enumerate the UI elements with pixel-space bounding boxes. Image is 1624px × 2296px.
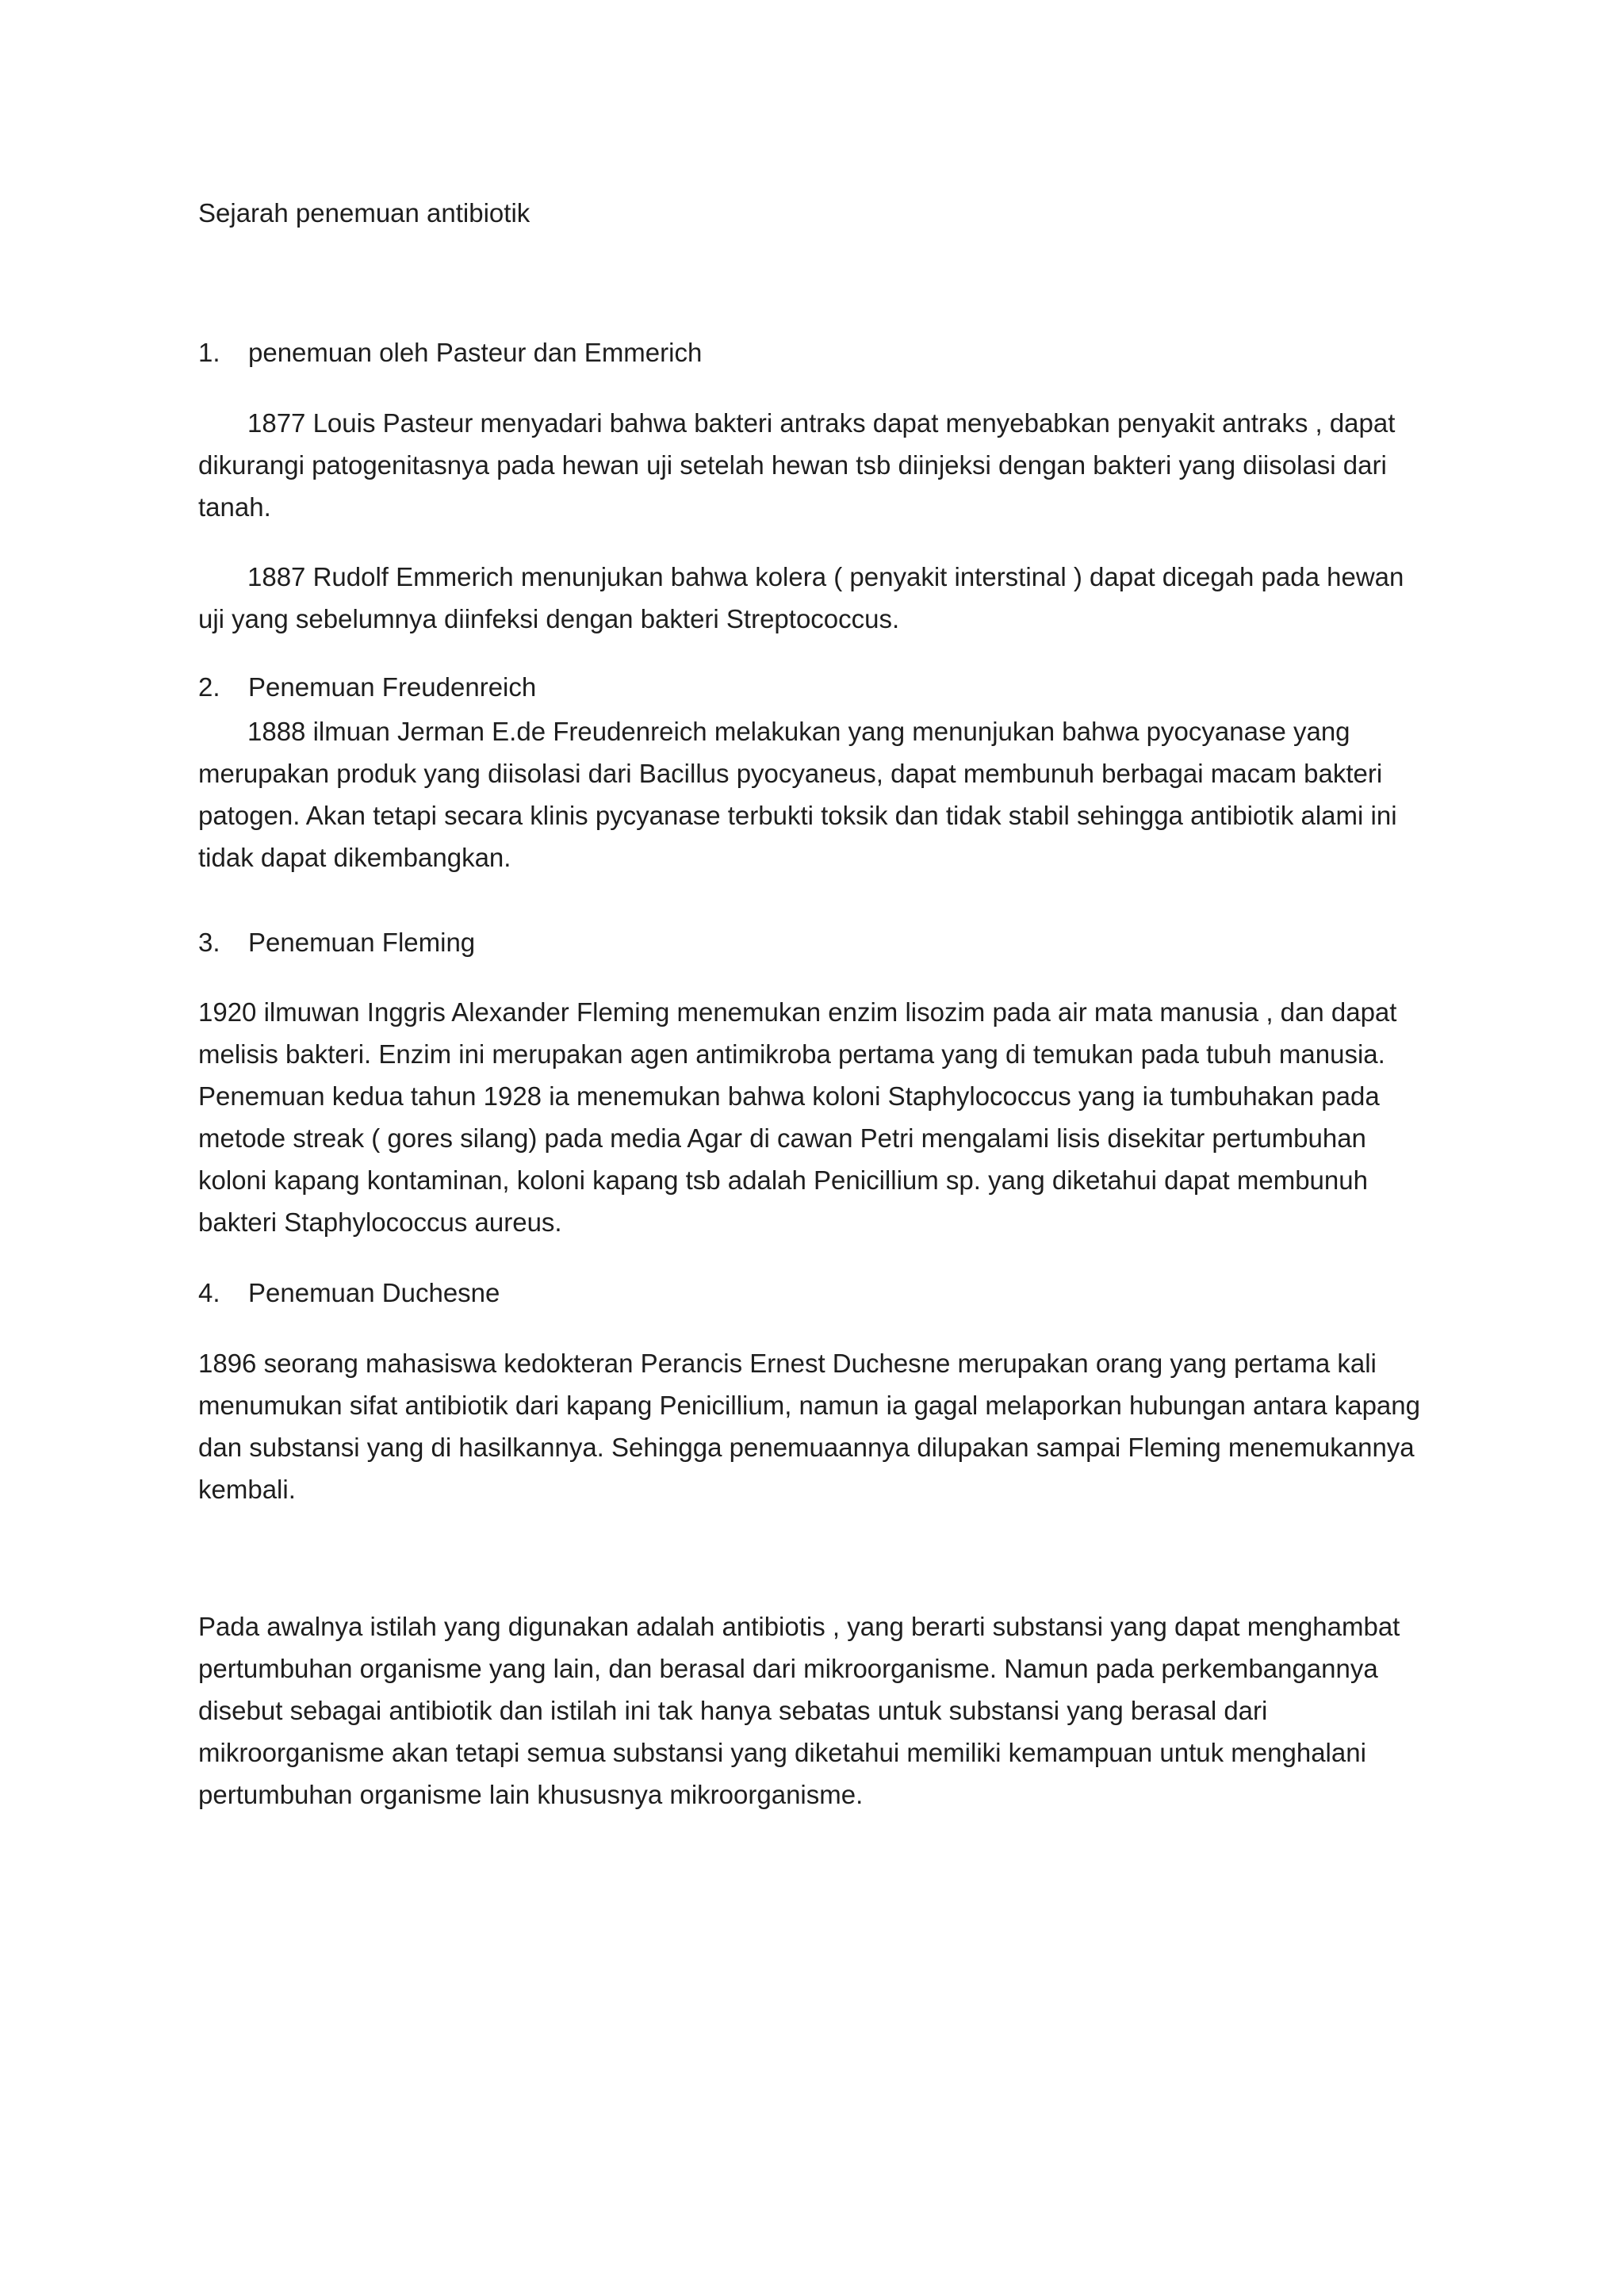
paragraph: 1896 seorang mahasiswa kedokteran Perancis Ernest Duchesne merupakan orang yang pertama kali menumukan sifat antibiotik dari kapang Penicillium, namun ia gagal melaporkan hubungan antara kapang dan substansi yang di hasilkannya. Sehingga penemuaannya dilupakan sampai Fleming menemukannya kembali. xyxy=(198,1349,1420,1504)
section-number: 1. xyxy=(198,338,220,367)
paragraph: 1920 ilmuwan Inggris Alexander Fleming menemukan enzim lisozim pada air mata manusia , dan dapat melisis bakteri. Enzim ini merupakan agen antimikroba pertama yang di temukan pada tubuh manusia. Penemuan kedua tahun 1928 ia menemukan bahwa koloni Staphylococcus yang ia tumbuhakan pada metode streak ( gores silang) pada media Agar di cawan Petri mengalami lisis disekitar pertumbuhan koloni kapang kontaminan, koloni kapang tsb adalah Penicillium sp. yang diketahui dapat membunuh bakteri Staphylococcus aureus. xyxy=(198,997,1397,1237)
section-heading-text: penemuan oleh Pasteur dan Emmerich xyxy=(248,338,703,367)
paragraph: 1887 Rudolf Emmerich menunjukan bahwa kolera ( penyakit interstinal ) dapat dicegah pada hewan uji yang sebelumnya diinfeksi dengan bakteri Streptococcus. xyxy=(198,562,1404,633)
paragraph: 1877 Louis Pasteur menyadari bahwa bakteri antraks dapat menyebabkan penyakit antraks , dapat dikurangi patogenitasnya pada hewan uji setelah hewan tsb diinjeksi dengan bakteri yang diisolasi dari tanah. xyxy=(198,408,1396,522)
section-heading-text: Penemuan Fleming xyxy=(248,928,476,957)
section-number: 2. xyxy=(198,672,220,702)
page-title: Sejarah penemuan antibiotik xyxy=(198,198,530,228)
section-number: 4. xyxy=(198,1278,220,1307)
section-number: 3. xyxy=(198,928,220,957)
paragraph: 1888 ilmuan Jerman E.de Freudenreich melakukan yang menunjukan bahwa pyocyanase yang merupakan produk yang diisolasi dari Bacillus pyocyaneus, dapat membunuh berbagai macam bakteri patogen. Akan tetapi secara klinis pycyanase terbukti toksik dan tidak stabil sehingga antibiotik alami ini tidak dapat dikembangkan. xyxy=(198,717,1397,872)
section-heading xyxy=(198,921,1435,963)
closing-paragraph: Pada awalnya istilah yang digunakan adalah antibiotis , yang berarti substansi yang dapat menghambat pertumbuhan organisme yang lain, dan berasal dari mikroorganisme. Namun pada perkembangannya disebut sebagai antibiotik dan istilah ini tak hanya sebatas untuk substansi yang berasal dari mikroorganisme akan tetapi semua substansi yang diketahui memiliki kemampuan untuk menghalani pertumbuhan organisme lain khususnya mikroorganisme. xyxy=(198,1612,1400,1809)
section-heading xyxy=(198,1272,1435,1314)
section-heading-text: Penemuan Freudenreich xyxy=(248,672,537,702)
section-heading-text: Penemuan Duchesne xyxy=(248,1278,500,1307)
section-heading xyxy=(198,331,1435,373)
section-heading xyxy=(198,666,1435,708)
